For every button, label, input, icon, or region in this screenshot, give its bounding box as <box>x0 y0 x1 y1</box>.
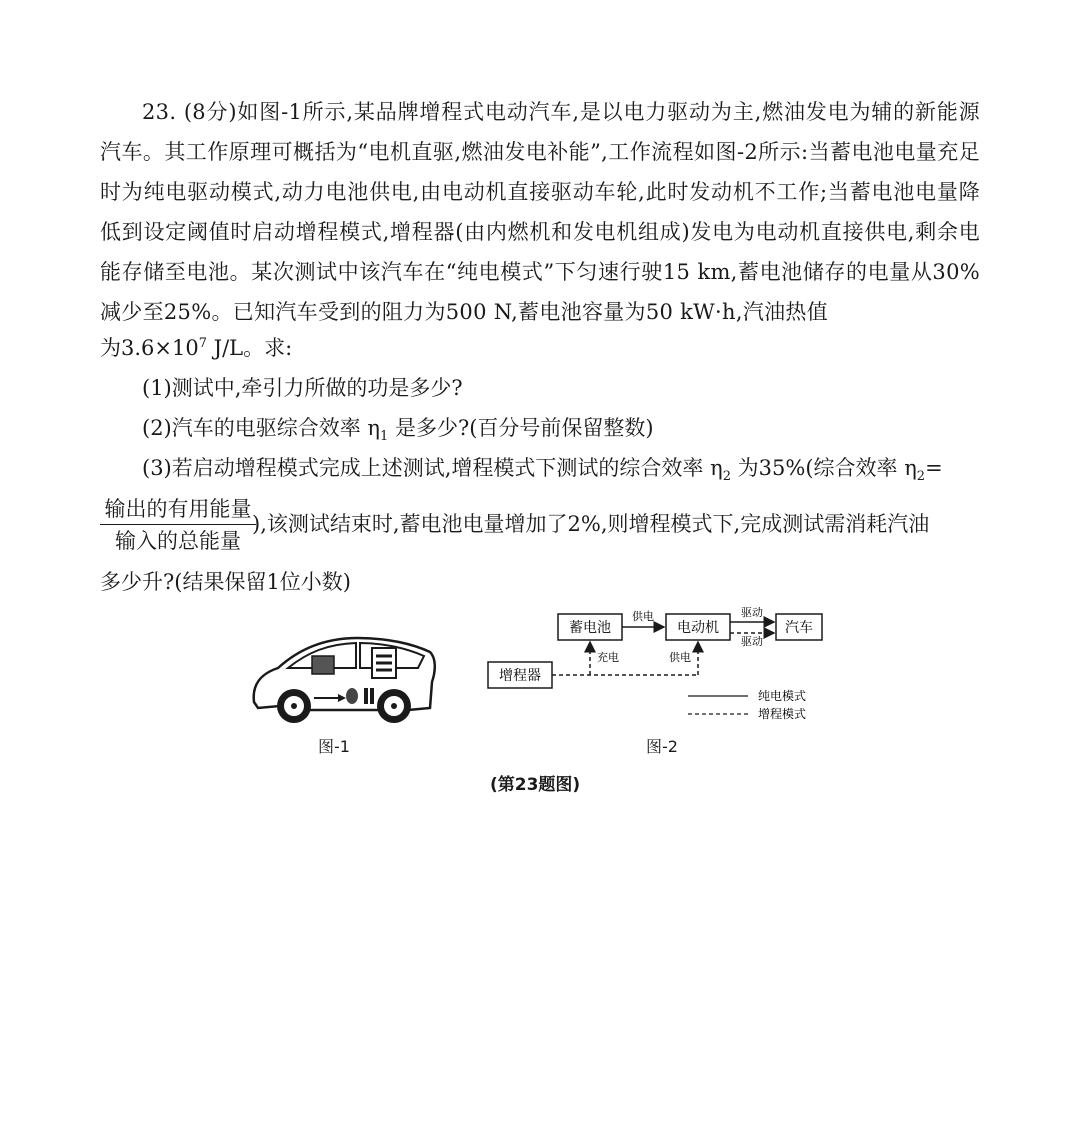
figure-2-caption: 图-2 <box>646 737 678 756</box>
figure-2-diagram <box>480 598 850 728</box>
flow-diagram <box>480 598 850 728</box>
motor-label: 电动机 <box>677 620 719 636</box>
car-illustration <box>248 630 438 730</box>
eta2-subscript-2: 2 <box>916 469 926 485</box>
extender-label: 增程器 <box>499 668 541 684</box>
eta1-subscript: 1 <box>380 429 389 445</box>
sub-question-3-equals: = <box>925 456 943 480</box>
fraction-numerator: 输出的有用能量 <box>100 496 256 525</box>
sub-question-2-text-b: 是多少?(百分号前保留整数) <box>388 416 654 440</box>
heat-value-text-b: J/L。求: <box>207 336 293 360</box>
charge-label: 充电 <box>597 651 619 664</box>
drive-label-bottom: 驱动 <box>741 635 763 648</box>
sub-question-3-end: 多少升?(结果保留1位小数) <box>100 570 352 594</box>
sub-question-3-text-b: 为35%(综合效率 η <box>730 456 917 480</box>
sub-question-2 <box>142 412 654 444</box>
question-paragraph: 23. (8分)如图-1所示,某品牌增程式电动汽车,是以电力驱动为主,燃油发电为辅的新能源汽车。其工作原理可概括为“电机直驱,燃油发电补能”,工作流程如图-2所示:当蓄电池电量充足时为纯电驱动模式,动力电池供电,由电动机直接驱动车轮,此时发动机不工作;当蓄电池电量降低到设定阈值时启动增程模式,增程器(由内燃机和发电机组成)发电为电动机直接供电,剩余电能存储至电池。某次测试中该汽车在“纯电模式”下匀速行驶15 km,蓄电池储存的电量从30%减少至25%。已知汽车受到的阻力为500 N,蓄电池容量为50 kW·h,汽油热值 <box>100 100 980 324</box>
figure-1-car <box>248 630 438 730</box>
sub-question-3-text-a: (3)若启动增程模式完成上述测试,增程模式下测试的综合效率 η <box>142 456 723 480</box>
sub-question-3-continuation: ),该测试结束时,蓄电池电量增加了2%,则增程模式下,完成测试需消耗汽油 <box>252 512 930 536</box>
drive-label-top: 驱动 <box>741 606 763 619</box>
battery-label: 蓄电池 <box>569 620 611 636</box>
efficiency-formula-line <box>100 496 1000 556</box>
figure-1-caption: 图-1 <box>318 737 350 756</box>
legend-solid-label: 纯电模式 <box>758 689 807 703</box>
sub-question-3 <box>142 452 943 484</box>
car-label: 汽车 <box>785 620 813 636</box>
heat-value-exponent: 7 <box>198 336 207 351</box>
figure-title: (第23题图) <box>490 775 581 795</box>
supply-label-2: 供电 <box>669 651 691 664</box>
legend-dashed-label: 增程模式 <box>758 707 807 721</box>
question-stem <box>100 92 980 332</box>
heat-value-line <box>100 332 292 362</box>
sub-question-2-text-a: (2)汽车的电驱综合效率 η <box>142 416 381 440</box>
supply-label: 供电 <box>632 610 654 623</box>
eta2-subscript: 2 <box>722 469 731 485</box>
sub-question-1: (1)测试中,牵引力所做的功是多少? <box>142 376 463 400</box>
fraction-denominator: 输入的总能量 <box>115 529 241 553</box>
efficiency-fraction <box>100 496 256 555</box>
heat-value-text-a: 为3.6×10 <box>100 336 199 360</box>
